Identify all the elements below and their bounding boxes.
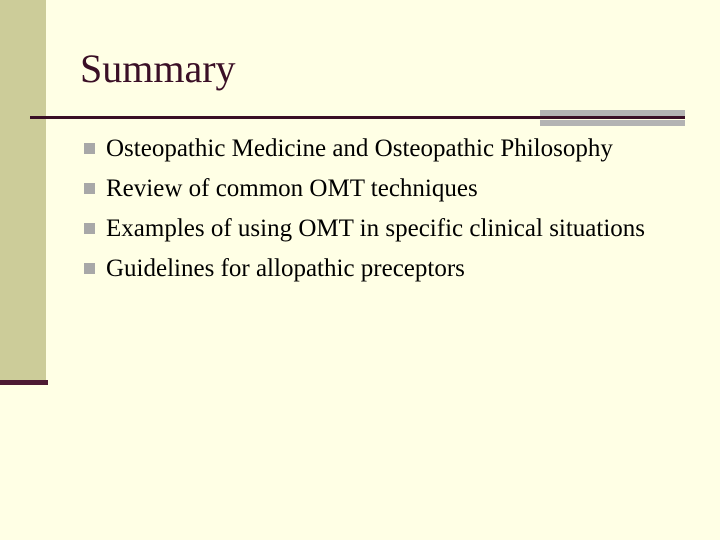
bullet-text: Osteopathic Medicine and Osteopathic Philosophy xyxy=(106,135,613,162)
bullet-item xyxy=(82,212,702,246)
square-bullet-icon xyxy=(84,183,95,194)
bullet-text: Guidelines for allopathic preceptors xyxy=(106,255,465,282)
slide-title: Summary xyxy=(80,46,236,91)
side-accent-bar xyxy=(0,0,46,383)
bullet-list xyxy=(82,132,702,292)
bullet-item xyxy=(82,172,702,206)
title-divider xyxy=(30,116,685,119)
bullet-item xyxy=(82,132,702,166)
square-bullet-icon xyxy=(84,263,95,274)
bullet-text: Examples of using OMT in specific clinical situations xyxy=(106,215,646,242)
square-bullet-icon xyxy=(84,143,95,154)
bullet-text: Review of common OMT techniques xyxy=(106,175,478,202)
square-bullet-icon xyxy=(84,223,95,234)
side-accent-bar-edge xyxy=(0,380,48,385)
bullet-item xyxy=(82,252,702,286)
title-rule-accent-bottom xyxy=(540,120,685,126)
